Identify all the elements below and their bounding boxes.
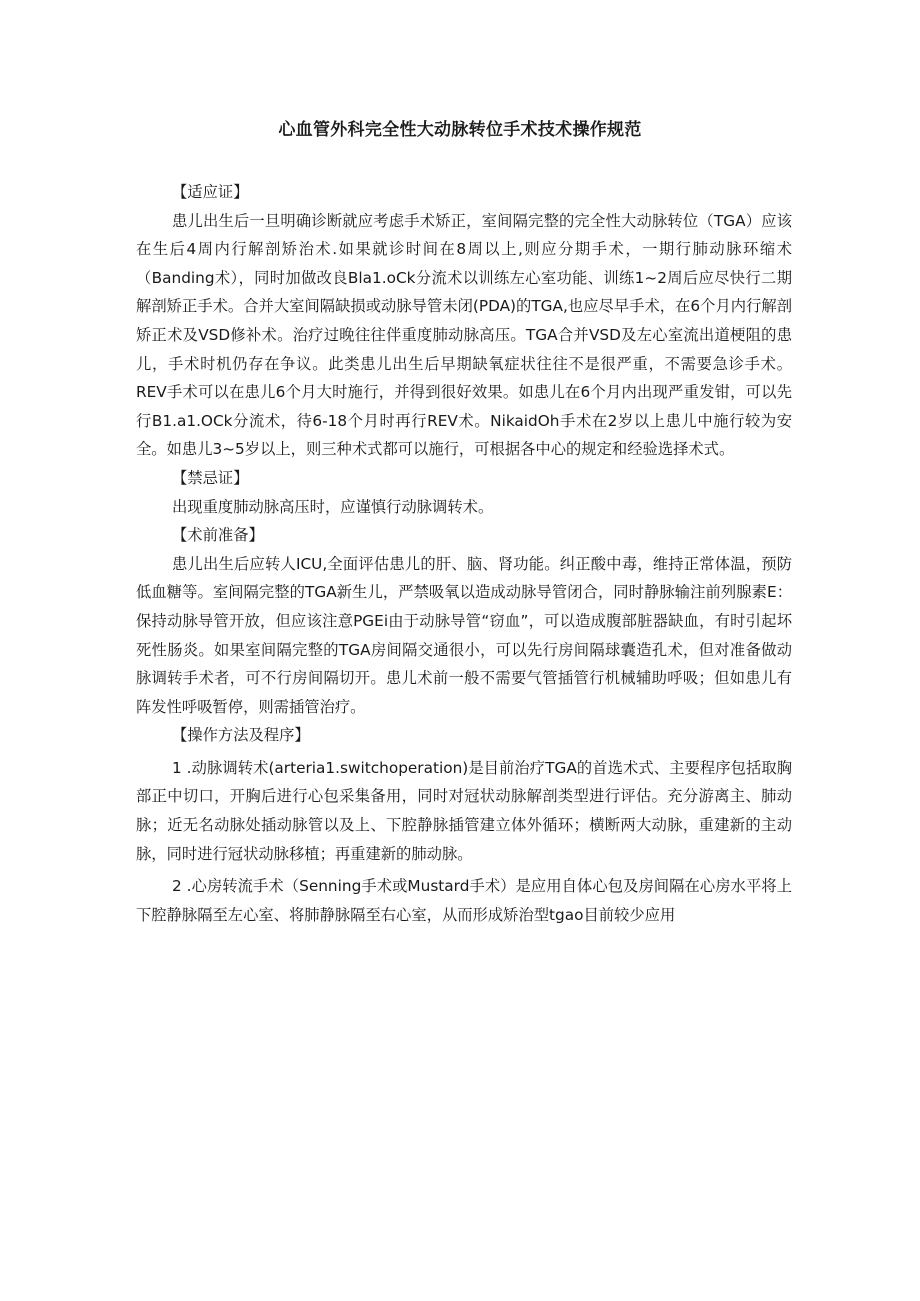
procedure-item-1: 1 .动脉调转术(arteria1.switchoperation)是目前治疗TGA的首选术式、主要程序包括取胸部正中切口，开胸后进行心包采集备用，同时对冠状动脉解剖类型进行评估。充分游离主、肺动脉；近无名动脉处插动脉管以及上、下腔静脉插管建立体外循环；横断两大动脉，重建新的主动脉，同时进行冠状动脉移植；再重建新的肺动脉。 — [136, 758, 792, 863]
document-title: 心血管外科完全性大动脉转位手术技术操作规范 — [278, 120, 642, 140]
contraindications-paragraph: 出现重度肺动脉高压时，应谨慎行动脉调转术。 — [172, 497, 494, 516]
indications-paragraph: 患儿出生后一旦明确诊断就应考虑手术矫正，室间隔完整的完全性大动脉转位（TGA）应该在生后4周内行解剖矫治术.如果就诊时间在8周以上,则应分期手术，一期行肺动脉环缩术（Banding术），同时加做改良Bla1.oCk分流术以训练左心室功能、训练1~2周后应尽快行二期解剖矫正手术。合并大室间隔缺损或动脉导管未闭(PDA)的TGA,也应尽早手术，在6个月内行解剖矫正术及VSD修补术。治疗过晚往往伴重度肺动脉高压。TGA合并VSD及左心室流出道梗阻的患儿，手术时机仍存在争议。此类患儿出生后早期缺氧症状往往不是很严重，不需要急诊手术。REV手术可以在患儿6个月大时施行，并得到很好效果。如患儿在6个月内出现严重发钳，可以先行B1.a1.OCk分流术，待6-18个月时再行REV术。NikaidOh手术在2岁以上患儿中施行较为安全。如患儿3~5岁以上，则三种术式都可以施行，可根据各中心的规定和经验选择术式。 — [136, 211, 792, 459]
document-body — [136, 178, 792, 929]
section-heading-preoperative: 【术前准备】 — [172, 526, 264, 545]
section-heading-contraindications: 【禁忌证】 — [172, 468, 249, 487]
section-heading-indications: 【适应证】 — [172, 183, 249, 201]
preoperative-paragraph: 患儿出生后应转人ICU,全面评估患儿的肝、脑、肾功能。纠正酸中毒，维持正常体温，预防低血糖等。室间隔完整的TGA新生儿，严禁吸氧以造成动脉导管闭合，同时静脉输注前列腺素E：保持动脉导管开放，但应该注意PGEi由于动脉导管“窃血”，可以造成腹部脏器缺血，有时引起坏死性肠炎。如果室间隔完整的TGA房间隔交通很小，可以先行房间隔球囊造孔术，但对准备做动脉调转手术者，可不行房间隔切开。患儿术前一般不需要气管插管行机械辅助呼吸；但如患儿有阵发性呼吸暂停，则需插管治疗。 — [136, 554, 792, 716]
procedure-item-2: 2 .心房转流手术（Senning手术或Mustard手术）是应用自体心包及房间隔在心房水平将上下腔静脉隔至左心室、将肺静脉隔至右心室，从而形成矫治型tgao目前较少应用 — [136, 877, 792, 924]
section-heading-procedure: 【操作方法及程序】 — [172, 726, 310, 745]
